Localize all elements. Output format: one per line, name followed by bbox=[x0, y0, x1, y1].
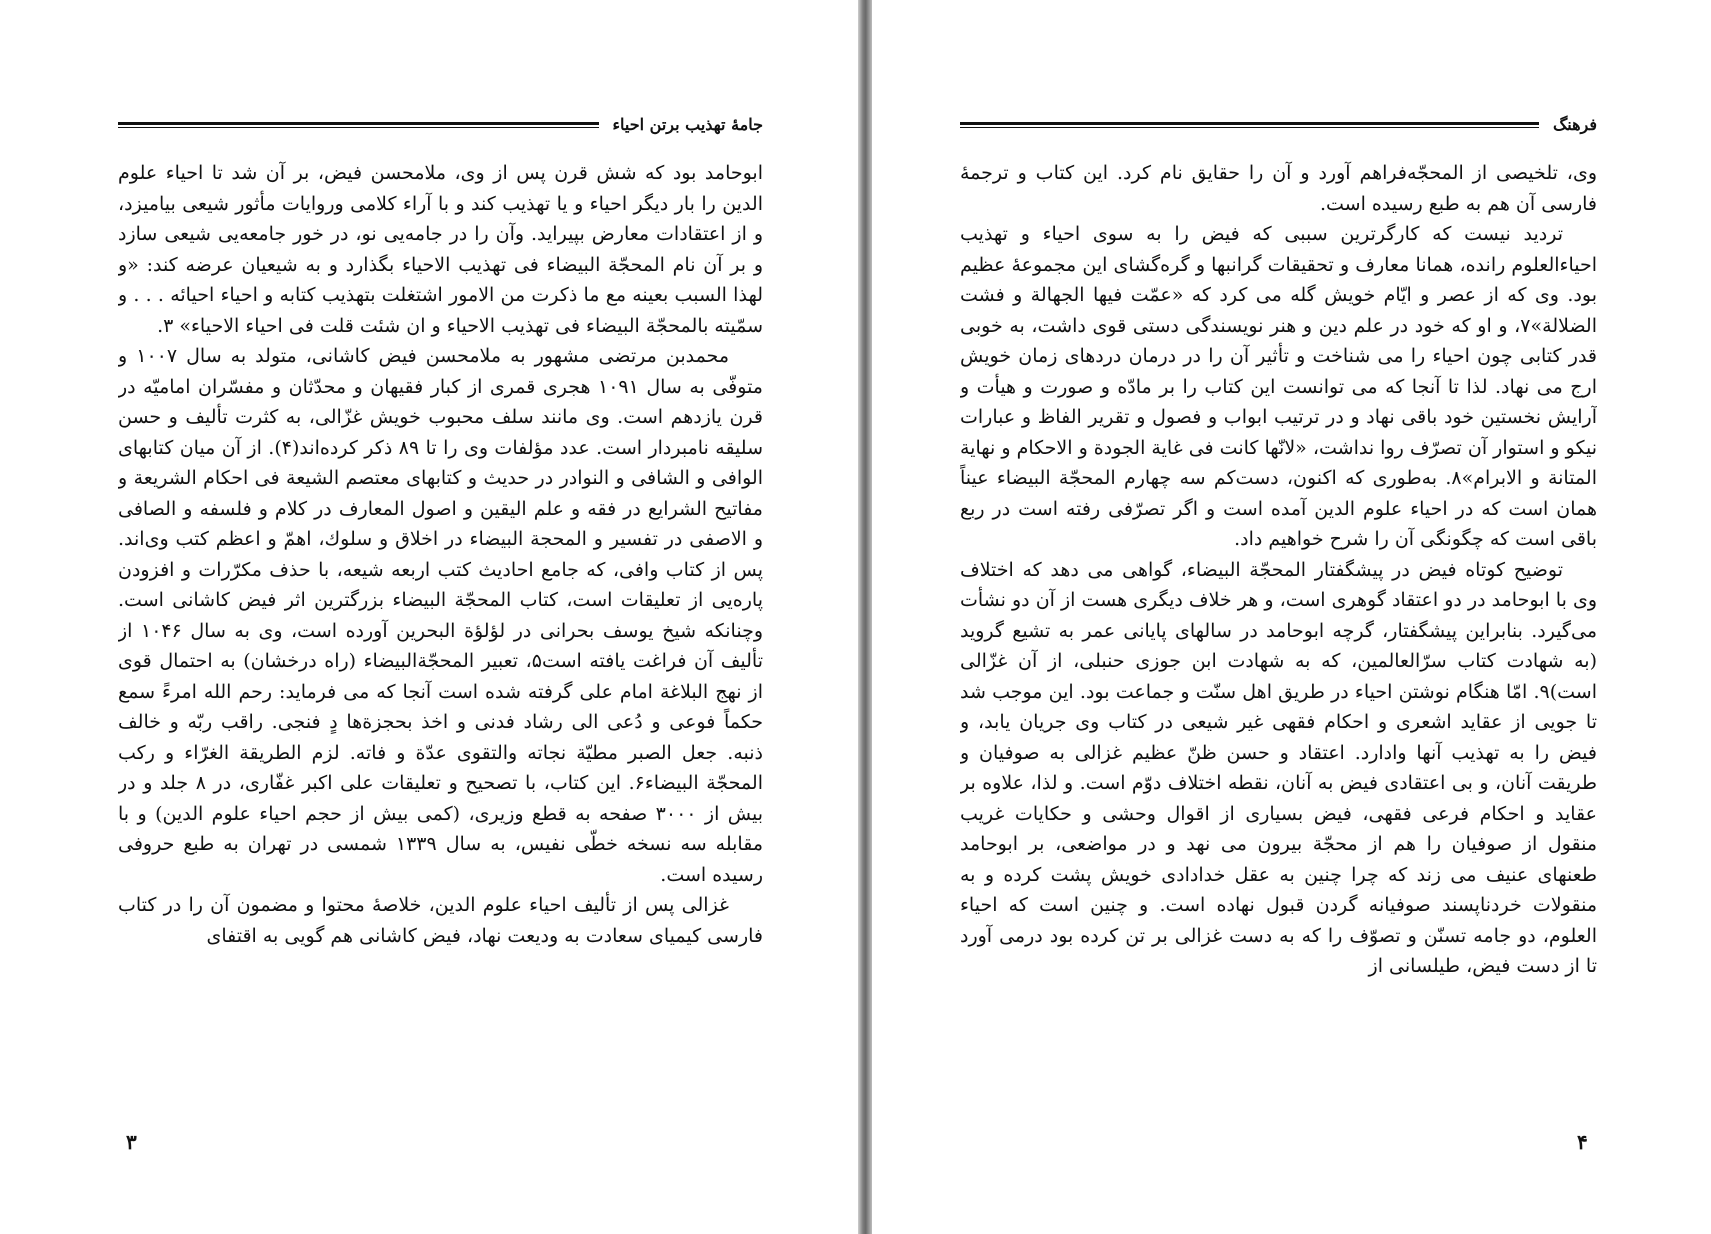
left-header-rule bbox=[118, 122, 599, 128]
left-paragraph-3: غزالی پس از تألیف احیاء علوم الدین، خلاصهٔ محتوا و مضمون آن را در کتاب فارسی کیمیای سعادت به ودیعت نهاد، فیض کاشانی هم گویی به اقتفای bbox=[118, 894, 763, 947]
left-page-header bbox=[118, 104, 763, 134]
right-page-running-title: فرهنگ bbox=[1552, 115, 1597, 134]
book-spine bbox=[858, 0, 872, 1234]
right-page bbox=[872, 0, 1711, 1234]
right-page-header bbox=[960, 104, 1597, 134]
right-paragraph-2: تردید نیست که کارگرترین سببی که فیض را به سوی احیاء و تهذیب احیاءالعلوم رانده، همانا معارف و تحقیقات گرانبها و گره‌گشای این مجموعهٔ عظیم بود. وی که از عصر و ایّام خویش گله می کرد که «عمّت فیها الجهالة و فشت الضلالة»۷، و او که خود در علم دین و هنر نویسندگی دستی قوی داشت، به خوبی قدر کتابی چون احیاء را می شناخت و تأثیر آن را در درمان دردهای زمان خویش ارج می نهاد. لذا تا آنجا که می توانست این کتاب را بر مادّه و صورت و هیأت و آرایش نخستین خود باقی نهاد و در ترتیب ابواب و فصول و تقریر الفاظ و عبارات نیکو و استوار آن تصرّف روا نداشت، «لانّها کانت فی غایة الجودة و الاحکام و نهایة المتانة و الابرام»۸. به‌طوری که اکنون، دست‌کم سه چهارم المحجّة البیضاء عیناً همان است که در احیاء علوم الدین آمده است و اگر تصرّفی رفته است در ربع باقی است که چگونگی آن را شرح خواهیم داد. bbox=[960, 223, 1597, 550]
left-page-running-title: جامهٔ تهذیب برتن احیاء bbox=[612, 115, 763, 134]
left-paragraph-2: محمدبن مرتضی مشهور به ملامحسن فیض کاشانی، متولد به سال ۱۰۰۷ و متوفّی به سال ۱۰۹۱ هجری قمری از کبار فقیهان و محدّثان و مفسّران امامیّه در قرن یازدهم است. وی مانند سلف محبوب خویش غزّالی، به کثرت تألیف و حسن سلیقه نامبردار است. عدد مؤلفات وی را تا ۸۹ ذکر کرده‌اند(۴). از آن میان کتابهای الوافی و الشافی و النوادر در حدیث و کتابهای معتصم الشیعة فی احکام الشریعة و مفاتیح الشرایع در فقه و علم الیقین و اصول المعارف در کلام و فلسفه و الصافی و الاصفی در تفسیر و المحجة البیضاء در اخلاق و سلوك، اهمّ و اعظم کتب وی‌اند. پس از کتاب وافی، که جامع احادیث کتب اربعه شیعه، با حذف مکرّرات و افزودن پاره‌یی از تعلیقات است، کتاب المحجّة البیضاء بزرگترین اثر فیض کاشانی است. وچنانکه شیخ یوسف بحرانی در لؤلؤة البحرین آورده است، وی به سال ۱۰۴۶ از تألیف آن فراغت یافته است۵، تعبیر المحجّة‌البیضاء (راه درخشان) به احتمال قوی از نهج البلاغة امام علی گرفته شده است آنجا که می فرماید: رحم الله امرءً سمع حکماً فوعی و دُعی الی رشاد فدنی و اخذ بحجزة‌ها دٍ فنجی. راقب ربّه و خالف ذنبه. جعل الصبر مطیّة نجاته والتقوی عدّة و فاته. لزم الطریقة الغرّاء و رکب المحجّة البیضاء۶. این کتاب، با تصحیح و تعلیقات علی اکبر غفّاری، در ۸ جلد و در بیش از ۳۰۰۰ صفحه به قطع وزیری، (کمی بیش از حجم احیاء علوم الدین) و با مقابله سه نسخه خطّی نفیس، به سال ۱۳۳۹ شمسی در تهران به طبع حروفی رسیده است. bbox=[118, 345, 763, 886]
left-paragraph-1: ابوحامد بود که شش قرن پس از وی، ملامحسن فیض، بر آن شد تا احیاء علوم الدین را بار دیگر احیاء و یا تهذیب کند و با آراء کلامی وروایات مأثور شیعی بیامیزد، و از اعتقادات معارض بپیراید. وآن را در جامه‌یی نو، در خور جامعه‌یی شیعی سازد و بر آن نام المحجّة البیضاء فی تهذیب الاحیاء بگذارد و به شیعیان عرضه کند: «و لهذا السبب بعینه مع ما ذکرت من الامور اشتغلت بتهذیب کتابه و احیاء احیائه . . . و سمّیته بالمحجّة البیضاء فی تهذیب الاحیاء و ان شئت قلت فی احیاء الاحیاء» ۳. bbox=[118, 162, 763, 337]
right-page-body bbox=[960, 158, 1597, 1108]
right-paragraph-3: توضیح کوتاه فیض در پیشگفتار المحجّة البیضاء، گواهی می دهد که اختلاف وی با ابوحامد در دو اعتقاد گوهری است، و هر خلاف دیگری هست از آن دو نشأت می‌گیرد. بنابراین پیشگفتار، گرچه ابوحامد در سالهای پایانی عمر به تشیع گروید (به شهادت کتاب سرّالعالمین، که به شهادت ابن جوزی حنبلی، از آن غزّالی است)۹. امّا هنگام نوشتن احیاء در طریق اهل سنّت و جماعت بود. این موجب شد تا جویی از عقاید اشعری و احکام فقهی غیر شیعی در کتاب وی جریان یابد، و فیض را به تهذیب آنها وادارد. اعتقاد و حسن ظنّ عظیم غزالی به صوفیان و طریقت آنان، و بی اعتقادی فیض به آنان، نقطه اختلاف دوّم است. و لذا، علاوه بر عقاید و احکام فرعی فقهی، فیض بسیاری از اقوال وحشی و حکایات غریب منقول از صوفیان را هم از محجّة بیرون می نهد و در مواضعی، بر ابوحامد طعنهای عنیف می زند که چرا چنین به عقل خدادادی خویش پشت کرده و به منقولات خردناپسند صوفیانه گردن قبول نهاده است. و چنین است که احیاء العلوم، دو جامه تسنّن و تصوّف را که به دست غزالی بر تن کرده بود درمی آورد تا از دست فیض، طیلسانی از bbox=[960, 558, 1597, 977]
right-header-rule bbox=[960, 122, 1539, 128]
left-page-body bbox=[118, 158, 763, 1108]
right-page-number: ۴ bbox=[1577, 1130, 1588, 1154]
right-paragraph-1: وی، تلخیصی از المحجّه‌فراهم آورد و آن را حقایق نام کرد. این کتاب و ترجمهٔ فارسی آن هم به طبع رسیده است. bbox=[960, 162, 1597, 215]
left-page-number: ۳ bbox=[126, 1130, 137, 1154]
